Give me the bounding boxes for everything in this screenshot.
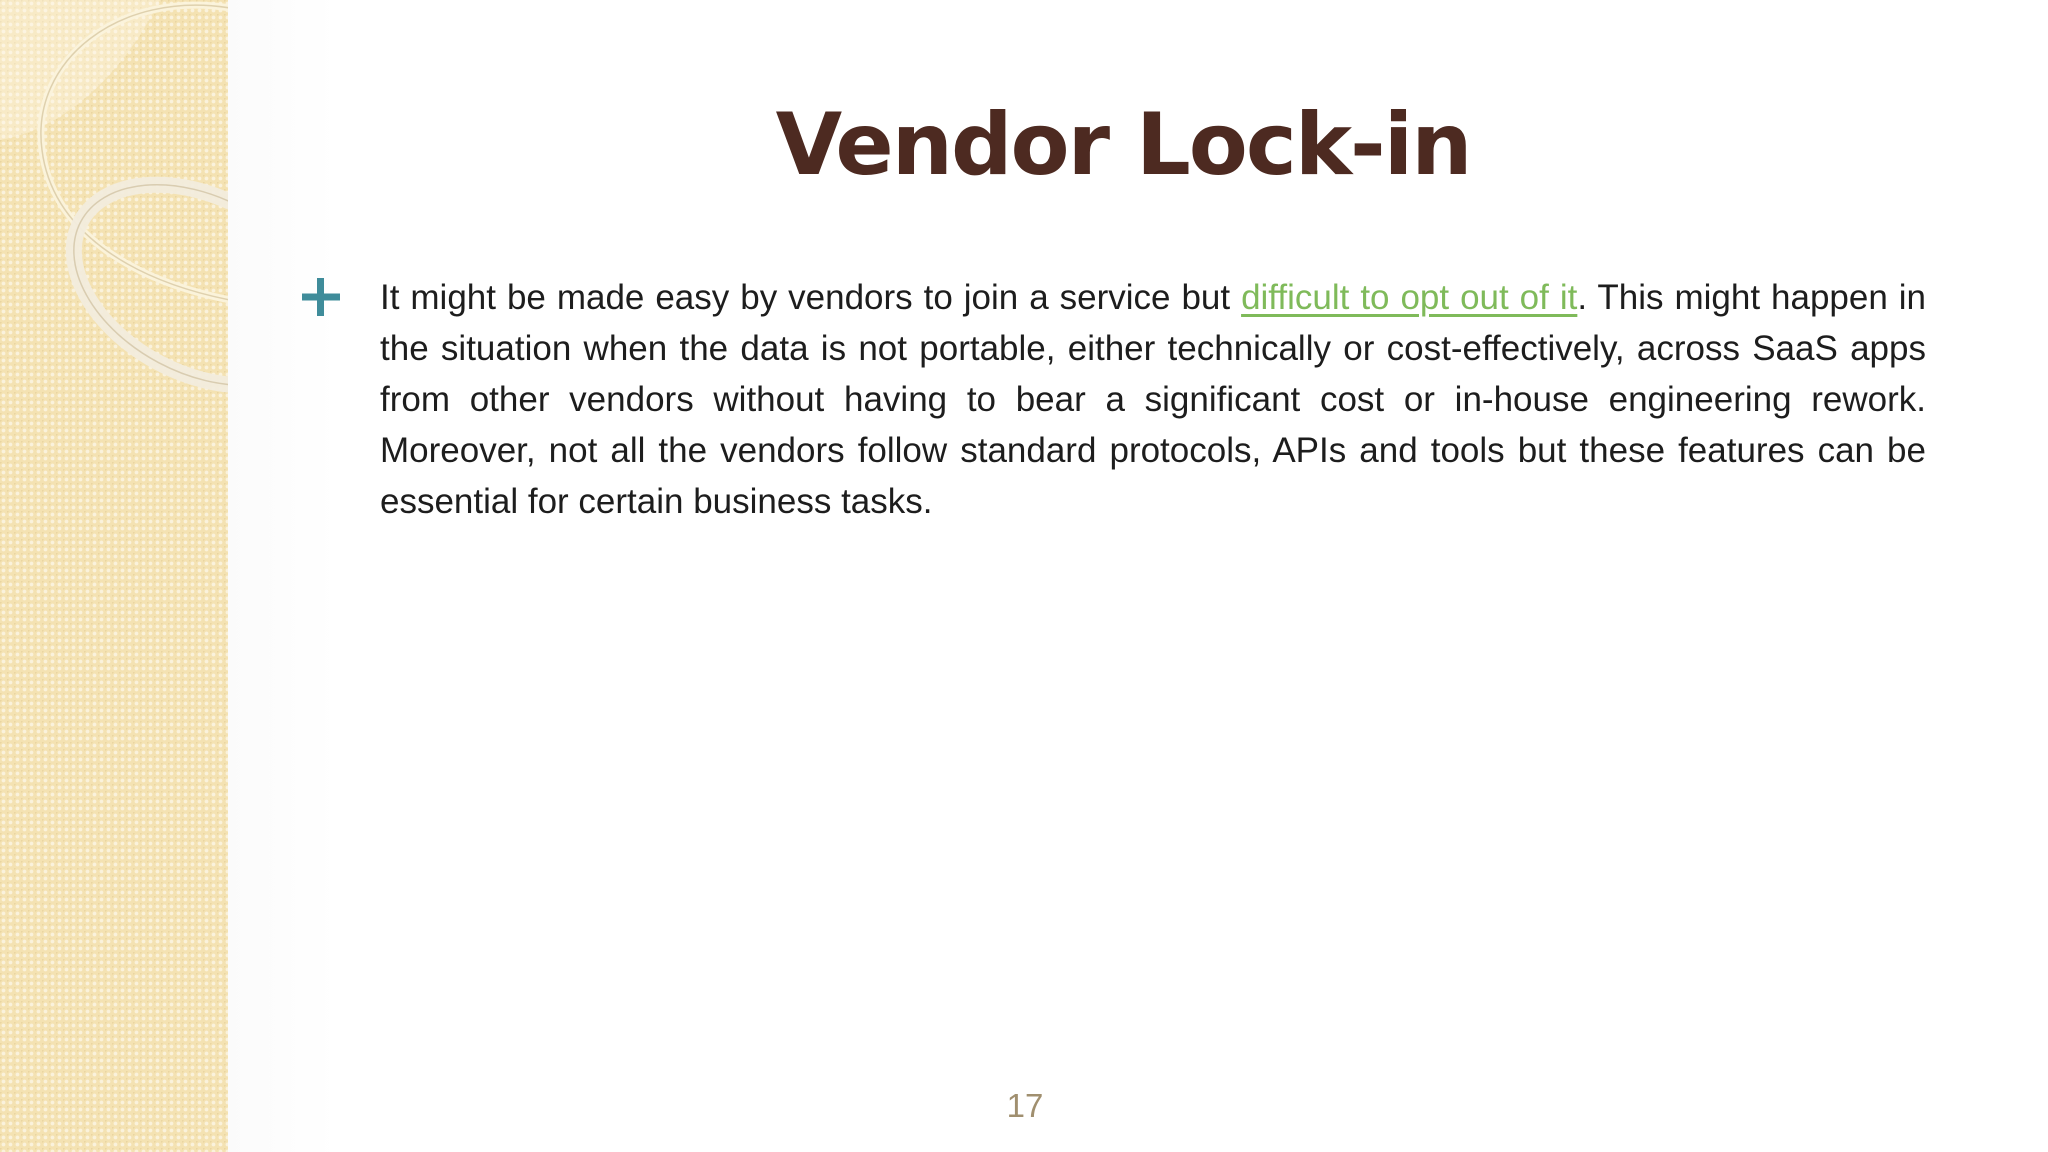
decorative-side-panel [0,0,229,1152]
bullet-text-start: It might be made easy by vendors to join a service but [380,278,1242,317]
plus-icon [300,276,342,318]
bullet-text-end: . This might happen in the situation when the data is not portable, either technically or cost-effectively, across SaaS apps from other vendors without having to bear a significant cost or in-house engineering rework. Moreover, not all the vendors follow standard protocols, APIs and tools but these features can be essential for certain business tasks. [380,278,1927,521]
decorative-rings [0,0,228,420]
opt-out-link[interactable]: difficult to opt out of it [1241,278,1578,317]
slide-title: Vendor Lock-in [775,95,1471,195]
bullet-text [380,272,1926,527]
page-number: 17 [1006,1087,1044,1124]
